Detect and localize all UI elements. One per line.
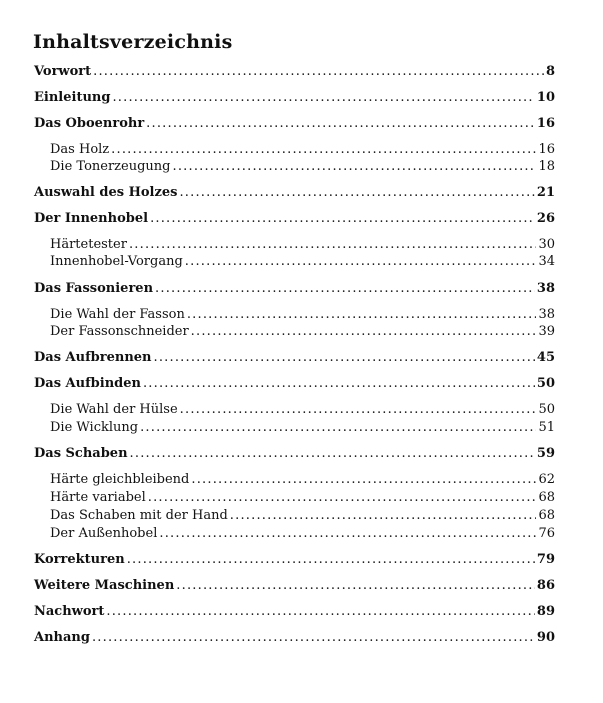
dot-leader <box>106 603 535 621</box>
dot-leader <box>129 236 537 254</box>
toc-entry-page: 8 <box>545 64 555 79</box>
dot-leader <box>143 375 535 393</box>
dot-leader <box>179 184 534 202</box>
toc-entry-page: 79 <box>536 552 555 567</box>
dot-leader <box>112 89 534 107</box>
toc-entry-label: Auswahl des Holzes <box>34 185 178 200</box>
toc-entry[interactable] <box>34 280 555 298</box>
toc-entry-label: Das Fassonieren <box>34 281 154 296</box>
toc-entry-label: Härte variabel <box>50 490 146 505</box>
toc-entry-label: Weitere Maschinen <box>34 578 175 593</box>
toc-subentry[interactable] <box>50 401 555 419</box>
dot-leader <box>230 507 537 525</box>
dot-leader <box>180 401 537 419</box>
toc-entry-page: 89 <box>536 604 555 619</box>
dot-leader <box>172 158 536 176</box>
toc-entry[interactable] <box>34 210 555 228</box>
toc-entry-page: 51 <box>538 420 555 435</box>
toc-entry-page: 90 <box>536 630 555 645</box>
dot-leader <box>159 525 536 543</box>
toc-entry[interactable] <box>34 63 555 81</box>
dot-leader <box>191 471 536 489</box>
toc-entry-label: Die Wahl der Fasson <box>50 307 185 322</box>
dot-leader <box>111 141 536 159</box>
dot-leader <box>148 489 537 507</box>
toc-entry-page: 59 <box>536 446 555 461</box>
dot-leader <box>191 323 537 341</box>
toc-entry[interactable] <box>34 577 555 595</box>
toc-entry[interactable] <box>34 349 555 367</box>
toc-entry-label: Das Schaben mit der Hand <box>50 508 228 523</box>
toc-entry-page: 16 <box>536 116 555 131</box>
toc-entry-label: Die Wicklung <box>50 420 139 435</box>
toc-entry[interactable] <box>34 115 555 133</box>
dot-leader <box>92 629 535 647</box>
dot-leader <box>93 63 544 81</box>
toc-entry[interactable] <box>34 551 555 569</box>
dot-leader <box>176 577 535 595</box>
toc-entry-page: 68 <box>538 490 555 505</box>
toc-subentry[interactable] <box>50 419 555 437</box>
toc-entry-page: 68 <box>538 508 555 523</box>
toc-entry-label: Härte gleichbleibend <box>50 472 190 487</box>
toc-entry-page: 38 <box>536 281 555 296</box>
toc-entry-page: 50 <box>536 376 555 391</box>
toc-entry-page: 10 <box>536 90 555 105</box>
toc-entry-label: Die Tonerzeugung <box>50 159 171 174</box>
toc-entry[interactable] <box>34 603 555 621</box>
toc-entry[interactable] <box>34 445 555 463</box>
toc-entry-label: Härtetester <box>50 237 127 252</box>
dot-leader <box>127 551 535 569</box>
toc-entry[interactable] <box>34 184 555 202</box>
toc-entry-page: 50 <box>538 402 555 417</box>
toc-entry-label: Korrekturen <box>34 552 125 567</box>
toc-entry[interactable] <box>34 629 555 647</box>
toc-subentry[interactable] <box>50 471 555 489</box>
toc-entry-page: 34 <box>538 254 555 269</box>
toc-entry-label: Einleitung <box>34 90 111 105</box>
toc-entry-label: Nachwort <box>34 604 105 619</box>
toc-subentry[interactable] <box>50 141 555 159</box>
toc-entry-page: 26 <box>536 211 555 226</box>
toc-entry-page: 45 <box>536 350 555 365</box>
toc-subentry[interactable] <box>50 489 555 507</box>
toc-subentry[interactable] <box>50 158 555 176</box>
toc-entry[interactable] <box>34 89 555 107</box>
dot-leader <box>150 210 535 228</box>
toc-entry-label: Der Außenhobel <box>50 526 158 541</box>
toc-entry-label: Das Oboenrohr <box>34 116 145 131</box>
toc-entry-page: 16 <box>538 142 555 157</box>
toc-subentry[interactable] <box>50 306 555 324</box>
page-title: Inhaltsverzeichnis <box>33 31 233 53</box>
toc-entry-page: 62 <box>538 472 555 487</box>
dot-leader <box>187 306 537 324</box>
toc-subentry[interactable] <box>50 525 555 543</box>
dot-leader <box>155 280 535 298</box>
toc-subentry[interactable] <box>50 507 555 525</box>
toc-entry-page: 38 <box>538 307 555 322</box>
dot-leader <box>185 253 537 271</box>
toc-subentry[interactable] <box>50 323 555 341</box>
toc-entry-label: Die Wahl der Hülse <box>50 402 178 417</box>
toc-entry-page: 39 <box>538 324 555 339</box>
dot-leader <box>154 349 535 367</box>
toc-entry-page: 76 <box>538 526 555 541</box>
toc-entry-page: 18 <box>538 159 555 174</box>
toc-entry-page: 30 <box>538 237 555 252</box>
toc-entry-label: Innenhobel-Vorgang <box>50 254 183 269</box>
toc-entry-label: Vorwort <box>34 64 92 79</box>
toc-entry-label: Das Aufbinden <box>34 376 141 391</box>
toc-entry-label: Der Innenhobel <box>34 211 149 226</box>
toc-entry-label: Anhang <box>34 630 90 645</box>
toc-entry-page: 21 <box>536 185 555 200</box>
toc-subentry[interactable] <box>50 236 555 254</box>
dot-leader <box>140 419 536 437</box>
toc-entry-label: Das Aufbrennen <box>34 350 152 365</box>
toc-entry[interactable] <box>34 375 555 393</box>
dot-leader <box>146 115 535 133</box>
dot-leader <box>130 445 535 463</box>
toc-entry-label: Der Fassonschneider <box>50 324 189 339</box>
toc-entry-label: Das Holz <box>50 142 110 157</box>
toc-entry-page: 86 <box>536 578 555 593</box>
toc-entry-label: Das Schaben <box>34 446 128 461</box>
toc-subentry[interactable] <box>50 253 555 271</box>
